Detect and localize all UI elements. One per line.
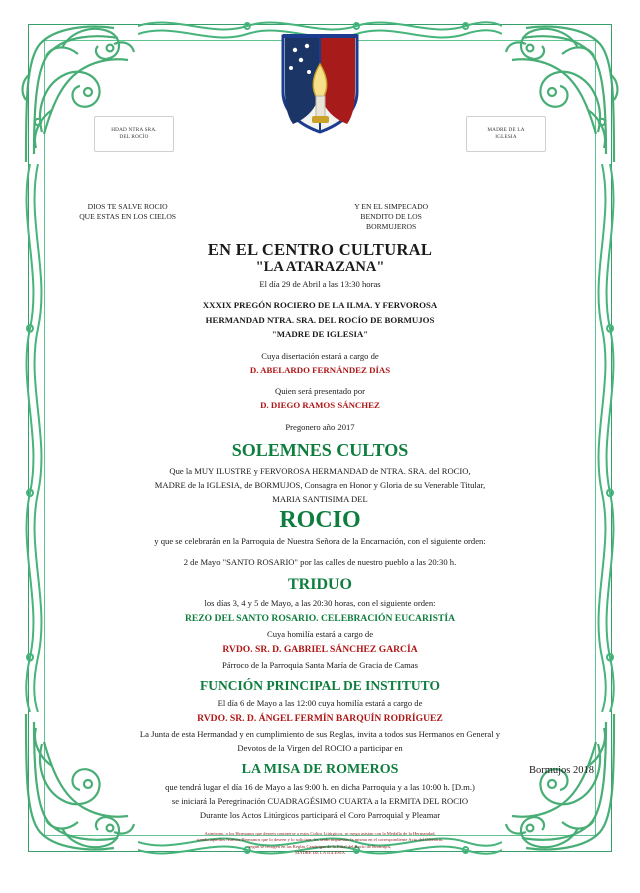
salutation-block	[76, 202, 564, 232]
badge-madre-line2: IGLESIA	[495, 134, 517, 140]
poster-content	[54, 30, 586, 857]
speaker-intro: Cuya disertación estará a cargo de	[261, 350, 379, 361]
footnote-line4: MADRE DE LA IGLESIA	[295, 850, 345, 856]
badge-hermandad-line2: DEL ROCÍO	[119, 134, 149, 140]
funcion-celebrant: RVDO. SR. D. ÁNGEL FERMÍN BARQUÍN RODRÍGUEZ	[197, 712, 443, 724]
cultos-heading: SOLEMNES CULTOS	[231, 439, 409, 460]
salutation-right-line1: Y EN EL SIMPECADO	[354, 202, 429, 211]
pregon-line2: HERMANDAD NTRA. SRA. DEL ROCÍO DE BORMUJOS	[205, 314, 435, 325]
funcion-date: El día 6 de Mayo a las 12:00 cuya homilía estará a cargo de	[217, 697, 423, 708]
cultos-body2: MADRE de la IGLESIA, de BORMUJOS, Consagra en Honor y Gloria de su Venerable Titular,	[154, 479, 486, 490]
triduo-celebrant: RVDO. SR. D. GABRIEL SÁNCHEZ GARCÍA	[222, 643, 418, 655]
rosario-line: 2 de Mayo "SANTO ROSARIO" por las calles de nuestro pueblo a las 20:30 h.	[183, 556, 457, 567]
pregonero-year: Pregonero año 2017	[285, 421, 355, 432]
funcion-heading: FUNCIÓN PRINCIPAL DE INSTITUTO	[200, 677, 440, 693]
edge-ornament-right	[580, 164, 624, 712]
triduo-celebrant-role: Párroco de la Parroquia Santa María de Gracia de Camas	[222, 659, 418, 670]
badge-hermandad	[94, 116, 174, 152]
misa-heading: LA MISA DE ROMEROS	[241, 761, 399, 777]
venue-title: EN EL CENTRO CULTURAL	[207, 240, 433, 259]
presenter-name: D. DIEGO RAMOS SÁNCHEZ	[260, 400, 380, 410]
venue-subtitle: "LA ATARAZANA"	[255, 259, 385, 275]
footnote-block	[88, 831, 552, 857]
cultos-body1: Que la MUY ILUSTRE y FERVOROSA HERMANDAD de NTRA. SRA. del ROCIO,	[169, 465, 471, 476]
badge-hermandad-line1: HDAD NTRA SRA.	[111, 127, 157, 133]
titular-name: ROCIO	[279, 506, 361, 533]
speaker-name: D. ABELARDO FERNÁNDEZ DÍAS	[249, 364, 391, 375]
triduo-heading: TRIDUO	[287, 575, 352, 593]
misa-line3: Durante los Actos Litúrgicos participará el Coro Parroquial y Pleamar	[199, 809, 441, 820]
footnote-line2: siendo aquellos Nuevos Hermanos que lo deseen y lo soliciten, les serán impuestas la misma en el correspondiente Acto del Ofertorio,	[196, 837, 444, 843]
signoff-text: Bormujos 2018	[528, 765, 594, 776]
funcion-invite2: Devotos de la Virgen del ROCIO a participar en	[237, 742, 403, 753]
misa-line2: se iniciará la Peregrinación CUADRAGÉSIMO CUARTA a la ERMITA DEL ROCIO	[171, 795, 469, 806]
crest-area	[54, 30, 586, 150]
presenter-intro: Quien será presentado por	[275, 386, 365, 396]
pregon-line1: XXXIX PREGÓN ROCIERO DE LA ILMA. Y FERVOROSA	[202, 300, 438, 310]
venue-date: El día 29 de Abril a las 13:30 horas	[259, 279, 381, 289]
salutation-left-line1: DIOS TE SALVE ROCIO	[87, 202, 168, 211]
funcion-invite1: La Junta de esta Hermandad y en cumplimiento de sus Reglas, invita a todos sus Hermanos en General y	[139, 728, 501, 739]
coat-of-arms-icon	[277, 30, 363, 134]
badge-madre-line1: MADRE DE LA	[487, 127, 525, 133]
salutation-left	[76, 202, 300, 232]
salutation-right-line2: BENDITO DE LOS BORMUJEROS	[360, 212, 422, 231]
footnote-line1: Asimismo, a los Hermanos que deseen contraerse a estos Cultos Litúrgicos, se ruega asistan con la Medalla de la Hermandad,	[204, 830, 436, 836]
salutation-right	[340, 202, 564, 232]
salutation-left-line2: QUE ESTAS EN LOS CIELOS	[79, 212, 177, 221]
footnote-line3: según se recogen en las Reglas Canónigas de la Filial del Rocío de Bormujos,	[248, 843, 392, 849]
triduo-homily-intro: Cuya homilía estará a cargo de	[266, 628, 374, 639]
triduo-days: los días 3, 4 y 5 de Mayo, a las 20:30 horas, con el siguiente orden:	[204, 597, 436, 608]
cultos-body3: MARIA SANTISIMA DEL	[272, 493, 368, 504]
triduo-order: REZO DEL SANTO ROSARIO. CELEBRACIÓN EUCARISTÍA	[184, 612, 456, 624]
badge-madre-iglesia	[466, 116, 546, 152]
misa-line1: que tendrá lugar el día 16 de Mayo a las 9:00 h. en dicha Parroquia y a las 10:00 h. [D.m.)	[165, 781, 475, 792]
pregon-line3: "MADRE DE IGLESIA"	[271, 329, 369, 339]
cultos-body4: y que se celebrarán en la Parroquia de Nuestra Señora de la Encarnación, con el siguiente orden:	[154, 535, 486, 546]
